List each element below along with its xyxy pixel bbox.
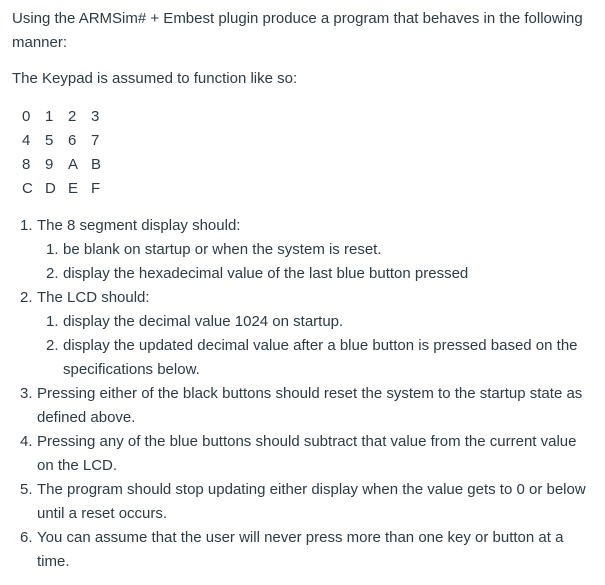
- list-marker: 1.: [20, 217, 33, 234]
- keypad-key: B: [91, 156, 102, 173]
- keypad-key: 9: [45, 156, 54, 173]
- keypad-key: 6: [68, 132, 77, 149]
- keypad-key: D: [45, 180, 56, 197]
- keypad-heading: The Keypad is assumed to function like so:: [12, 70, 298, 87]
- sub-requirement-text: display the hexadecimal value of the last blue button pressed: [63, 265, 469, 282]
- requirement-text: The program should stop updating either display when the value gets to 0 or below until a reset occurs.: [37, 481, 586, 522]
- intro-paragraph: Using the ARMSim# + Embest plugin produce a program that behaves in the following manner:: [12, 10, 583, 51]
- keypad-key: 3: [91, 108, 100, 125]
- requirement-item: [20, 382, 595, 430]
- sub-requirement-item: [46, 310, 595, 334]
- list-marker: 2.: [46, 337, 59, 354]
- keypad-key: A: [68, 156, 79, 173]
- keypad-row: [22, 129, 114, 153]
- keypad-key: 7: [91, 132, 100, 149]
- keypad-key: 1: [45, 108, 54, 125]
- requirement-text: You can assume that the user will never press more than one key or button at a time.: [37, 529, 564, 570]
- requirement-text: Pressing either of the black buttons should reset the system to the startup state as defined above.: [37, 385, 583, 426]
- sub-requirement-text: display the decimal value 1024 on startup.: [63, 313, 344, 330]
- keypad-layout: [22, 105, 114, 201]
- keypad-row: [22, 177, 114, 201]
- list-marker: 1.: [46, 313, 59, 330]
- keypad-key: 2: [68, 108, 77, 125]
- sub-requirement-item: [46, 238, 595, 262]
- sub-requirement-item: [46, 334, 595, 382]
- sub-requirement-item: [46, 262, 595, 286]
- sub-requirement-text: be blank on startup or when the system is reset.: [63, 241, 382, 258]
- sub-requirements-list: [37, 238, 595, 286]
- requirement-text: The LCD should:: [37, 289, 150, 306]
- keypad-key: 5: [45, 132, 54, 149]
- keypad-row: [22, 105, 114, 129]
- keypad-key: F: [91, 180, 101, 197]
- list-marker: 6.: [20, 529, 33, 546]
- requirement-item: [20, 478, 595, 526]
- requirement-item: [20, 526, 595, 574]
- keypad-key: E: [68, 180, 79, 197]
- list-marker: 5.: [20, 481, 33, 498]
- list-marker: 2.: [20, 289, 33, 306]
- sub-requirements-list: [37, 310, 595, 382]
- requirement-item: [20, 286, 595, 382]
- keypad-key: 4: [22, 132, 31, 149]
- list-marker: 4.: [20, 433, 33, 450]
- requirement-item: [20, 430, 595, 478]
- list-marker: 3.: [20, 385, 33, 402]
- list-marker: 2.: [46, 265, 59, 282]
- keypad-key: 0: [22, 108, 31, 125]
- sub-requirement-text: display the updated decimal value after a blue button is pressed based on the specifications below.: [63, 337, 578, 378]
- requirement-text: The 8 segment display should:: [37, 217, 241, 234]
- keypad-key: 8: [22, 156, 31, 173]
- keypad-key: C: [22, 180, 33, 197]
- requirements-list: [20, 214, 595, 574]
- requirement-item: [20, 214, 595, 286]
- requirement-text: Pressing any of the blue buttons should subtract that value from the current value on the LCD.: [37, 433, 577, 474]
- list-marker: 1.: [46, 241, 59, 258]
- keypad-row: [22, 153, 114, 177]
